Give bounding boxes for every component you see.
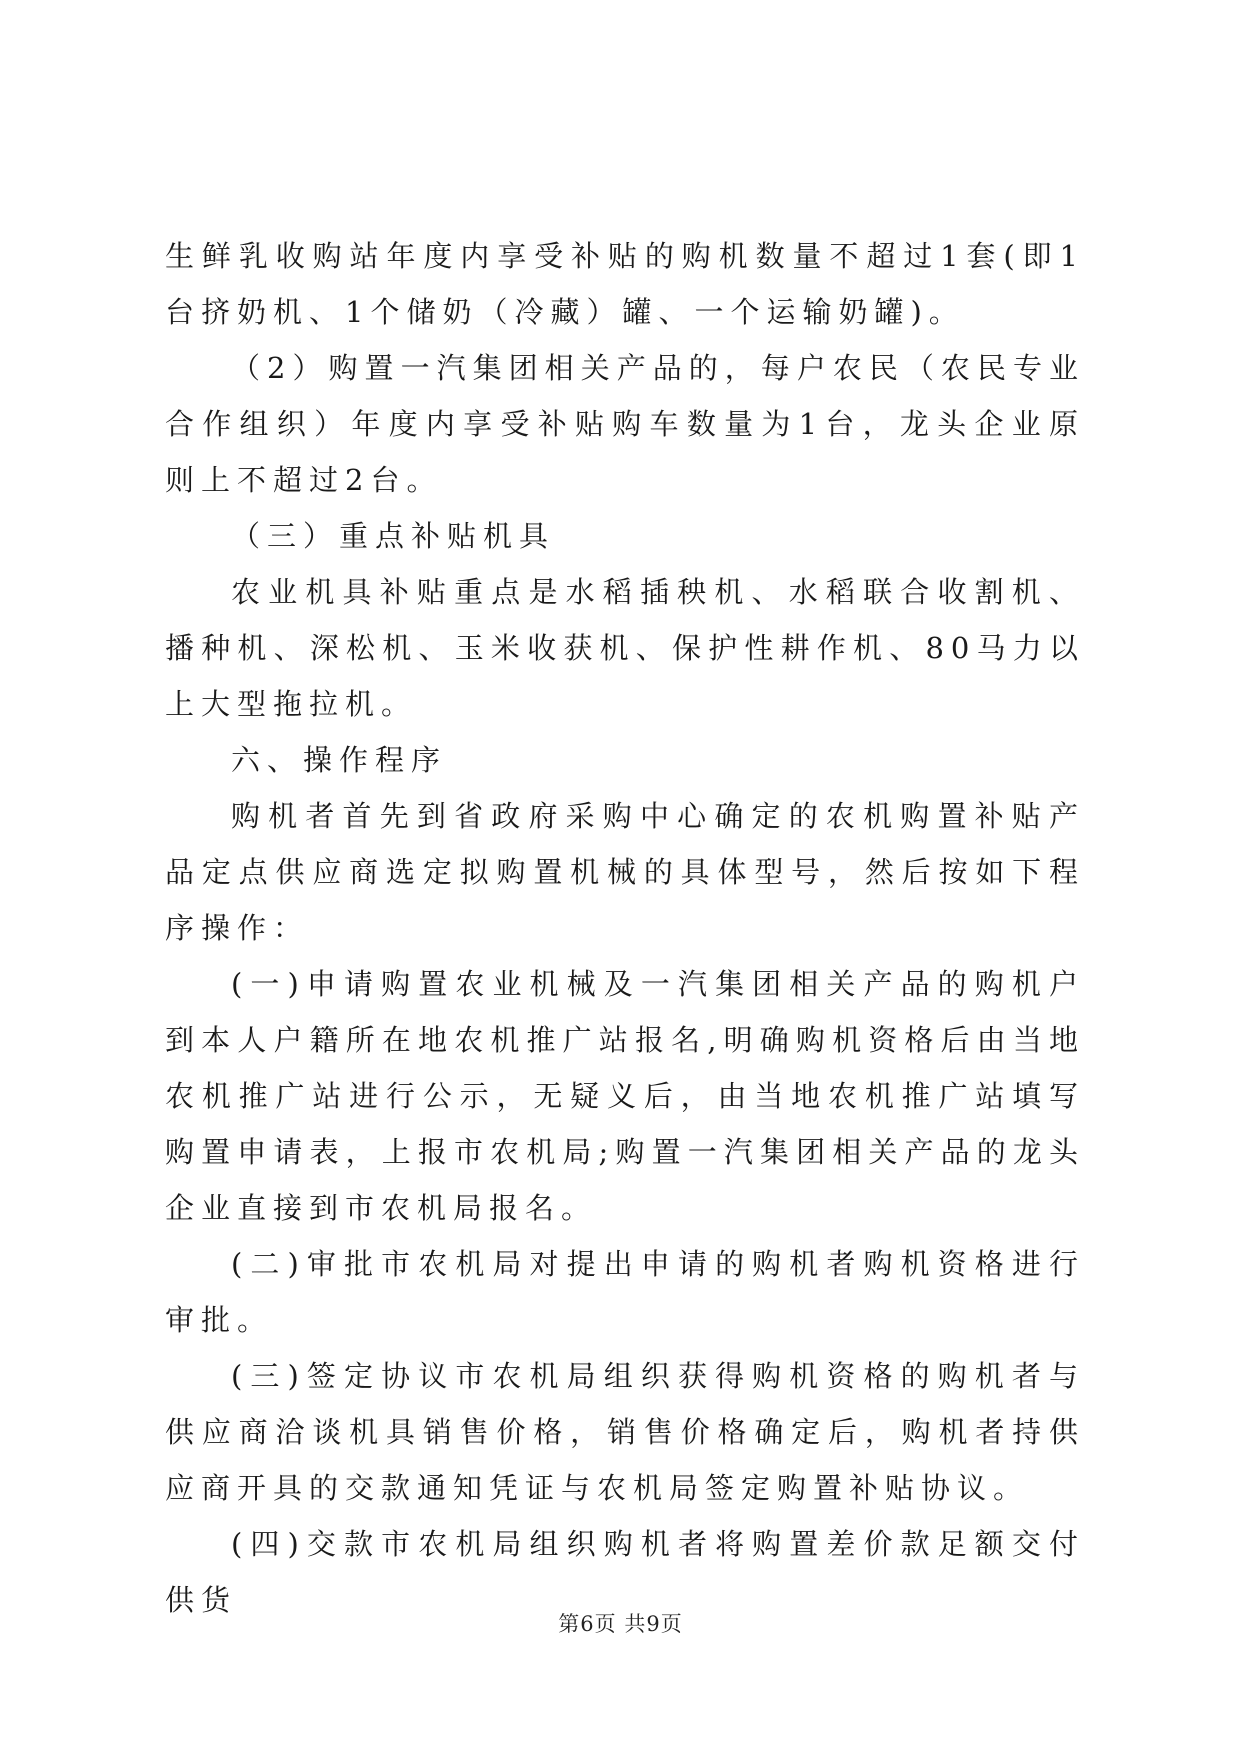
paragraph-continued-dairy-quota: 生鲜乳收购站年度内享受补贴的购机数量不超过1套(即1台挤奶机、1个储奶（冷藏）罐、一个运输奶罐)。 (165, 239, 1085, 329)
paragraph-procedure-intro: 购机者首先到省政府采购中心确定的农机购置补贴产品定点供应商选定拟购置机械的具体型号，然后按如下程序操作： (165, 799, 1085, 945)
paragraph-key-subsidy-list: 农业机具补贴重点是水稻插秧机、水稻联合收割机、播种机、深松机、玉米收获机、保护性耕作机、80马力以上大型拖拉机。 (165, 575, 1085, 721)
page-number-footer: 第6页 共9页 (558, 1612, 683, 1636)
paragraph-step-approve: (二)审批市农机局对提出申请的购机者购机资格进行审批。 (165, 1247, 1085, 1337)
heading-operating-procedure: 六、操作程序 (231, 743, 448, 777)
paragraph-faw-products-quota: （2）购置一汽集团相关产品的，每户农民（农民专业合作组织）年度内享受补贴购车数量为1台，龙头企业原则上不超过2台。 (165, 351, 1085, 497)
paragraph-step-apply: (一)申请购置农业机械及一汽集团相关产品的购机户到本人户籍所在地农机推广站报名,明确购机资格后由当地农机推广站进行公示，无疑义后，由当地农机推广站填写购置申请表，上报市农机局;购置一汽集团相关产品的龙头企业直接到市农机局报名。 (165, 967, 1085, 1225)
heading-key-subsidy-machinery: （三）重点补贴机具 (231, 519, 556, 553)
paragraph-step-agreement: (三)签定协议市农机局组织获得购机资格的购机者与供应商洽谈机具销售价格，销售价格确定后，购机者持供应商开具的交款通知凭证与农机局签定购置补贴协议。 (165, 1359, 1085, 1505)
paragraph-step-payment: (四)交款市农机局组织购机者将购置差价款足额交付供货 (165, 1527, 1085, 1617)
document-body (165, 228, 1085, 1628)
